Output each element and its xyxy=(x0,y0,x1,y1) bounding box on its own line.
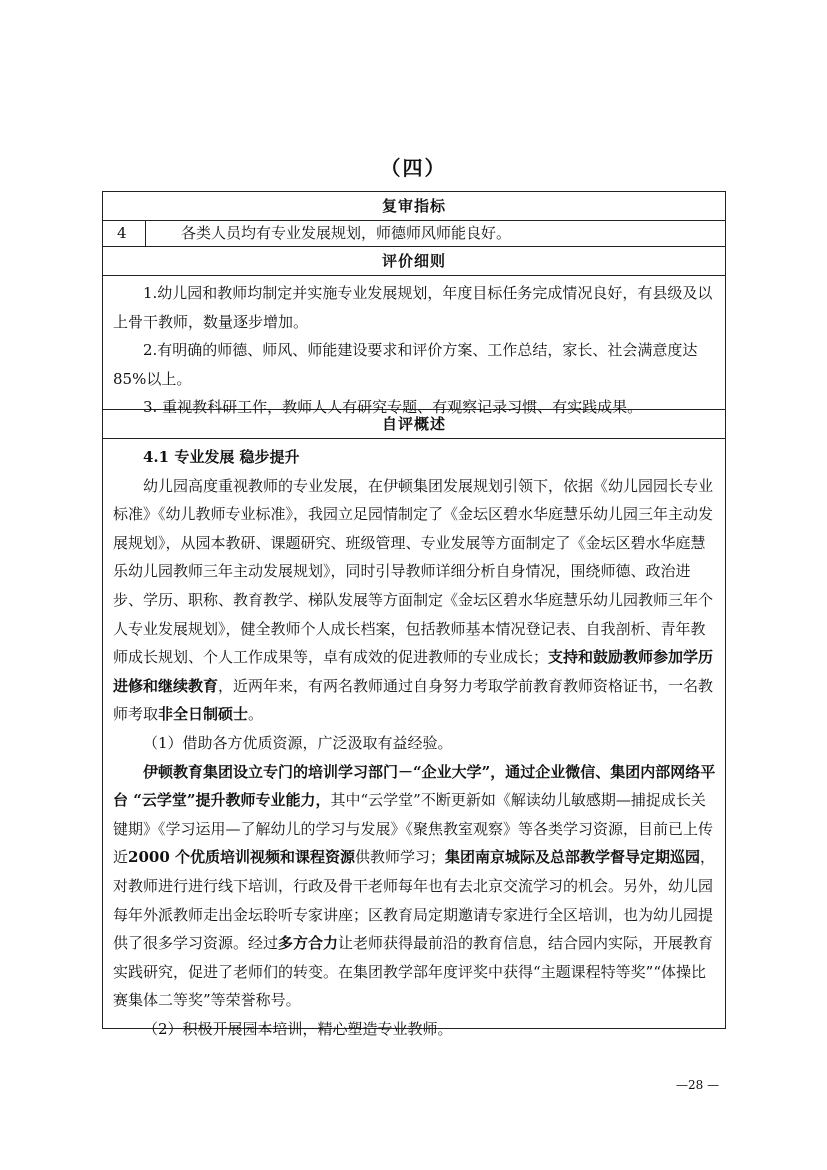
section-heading: （四） xyxy=(380,156,447,180)
page-number: —28 — xyxy=(676,1078,720,1092)
subsection-2: （2）积极开展园本培训，精心塑造专业教师。 xyxy=(143,1019,453,1038)
subsection-1: （1）借助各方优质资源，广泛汲取有益经验。 xyxy=(143,733,453,752)
para2-text-d: 供教师学习； xyxy=(355,848,446,867)
criteria-item-1: 1.幼儿园和教师均制定并实施专业发展规划，年度目标任务完成情况良好，有县级及以上骨干教师，数量逐步增加。 xyxy=(113,284,713,331)
indicator-number: 4 xyxy=(103,221,146,246)
para2-emphasis-g: 多方合力 xyxy=(278,934,339,953)
section-title: 4.1 专业发展 稳步提升 xyxy=(143,448,300,466)
criteria-cell xyxy=(103,276,725,416)
criteria-header: 评价细则 xyxy=(103,247,725,276)
evaluation-table xyxy=(102,191,726,1038)
paragraph-1 xyxy=(113,472,719,729)
para1-text-c: ，近两年来，有两名教师通过自身努力考取学前教育教师资格证书，一名教师考取 xyxy=(113,676,714,724)
para2-text-b: 其中“云学堂”不断更新如《解读幼儿敏感期—捕捉成长关键期》《学习运用—了解幼儿的学习与发展》《聚焦教室观察》等各类学习资源，目前已上传近 xyxy=(113,791,714,867)
criteria-item-3: 3. 重视教科研工作，教师人人有研究专题、有观察记录习惯、有实践成果。 xyxy=(143,398,643,416)
review-indicator-header: 复审指标 xyxy=(103,192,725,221)
indicator-row xyxy=(103,221,725,247)
criteria-item-2: 2.有明确的师德、师风、师能建设要求和评价方案、工作总结，家长、社会满意度达 85%以上。 xyxy=(113,341,698,388)
para1-text-e: 。 xyxy=(248,705,264,724)
para2-emphasis-e: 集团南京城际及总部教学督导定期巡园 xyxy=(445,848,701,867)
para2-text-h: 让老师获得最前沿的教育信息，结合园内实际，开展教育实践研究，促进了老师们的转变。在集团教学部年度评奖中获得“主题课程特等奖”“体操比赛集体二等奖”等荣誉称号。 xyxy=(113,934,714,1010)
para2-text-f: ，对教师进行进行线下培训，行政及骨干老师每年也有去北京交流学习的机会。另外，幼儿园每年外派教师走出金坛聆听专家讲座；区教育局定期邀请专家进行全区培训，也为幼儿园提供了很多学习资源。经过 xyxy=(113,848,716,953)
para1-emphasis-b: 支持和鼓励教师参加学历进修和继续教育 xyxy=(113,648,714,695)
para1-text-a: 幼儿园高度重视教师的专业发展，在伊顿集团发展规划引领下，依据《幼儿园园长专业标准》《幼儿教师专业标准》，我园立足园情制定了《金坛区碧水华庭慧乐幼儿园三年主动发展规划》，从园本教研、课题研究、班级管理、专业发展等方面制定了《金坛区碧水华庭慧乐幼儿园教师三年主动发展规划》，同时引导教师详细分析自身情况，围绕师德、政治进步、学历、职称、教育教学、梯队发展等方面制定《金坛区碧水华庭慧乐幼儿园教师三年个人专业发展规划》，健全教师个人成长档案，包括教师基本情况登记表、自我剖析、青年教师成长规划、个人工作成果等，卓有成效的促进教师的专业成长； xyxy=(113,476,714,667)
para2-emphasis-c: 2000 个优质培训视频和课程资源 xyxy=(128,848,355,867)
para1-emphasis-d: 非全日制硕士 xyxy=(158,705,249,724)
paragraph-2 xyxy=(113,758,719,1015)
indicator-text: 各类人员均有专业发展规划，师德师风师能良好。 xyxy=(181,224,512,242)
para2-emphasis-a: 伊顿教育集团设立专门的培训学习部门－“企业大学”，通过企业微信、集团内部网络平台 “云学堂”提升教师专业能力， xyxy=(113,762,716,810)
self-eval-cell xyxy=(103,439,725,1043)
self-eval-header: 自评概述 xyxy=(103,410,725,439)
